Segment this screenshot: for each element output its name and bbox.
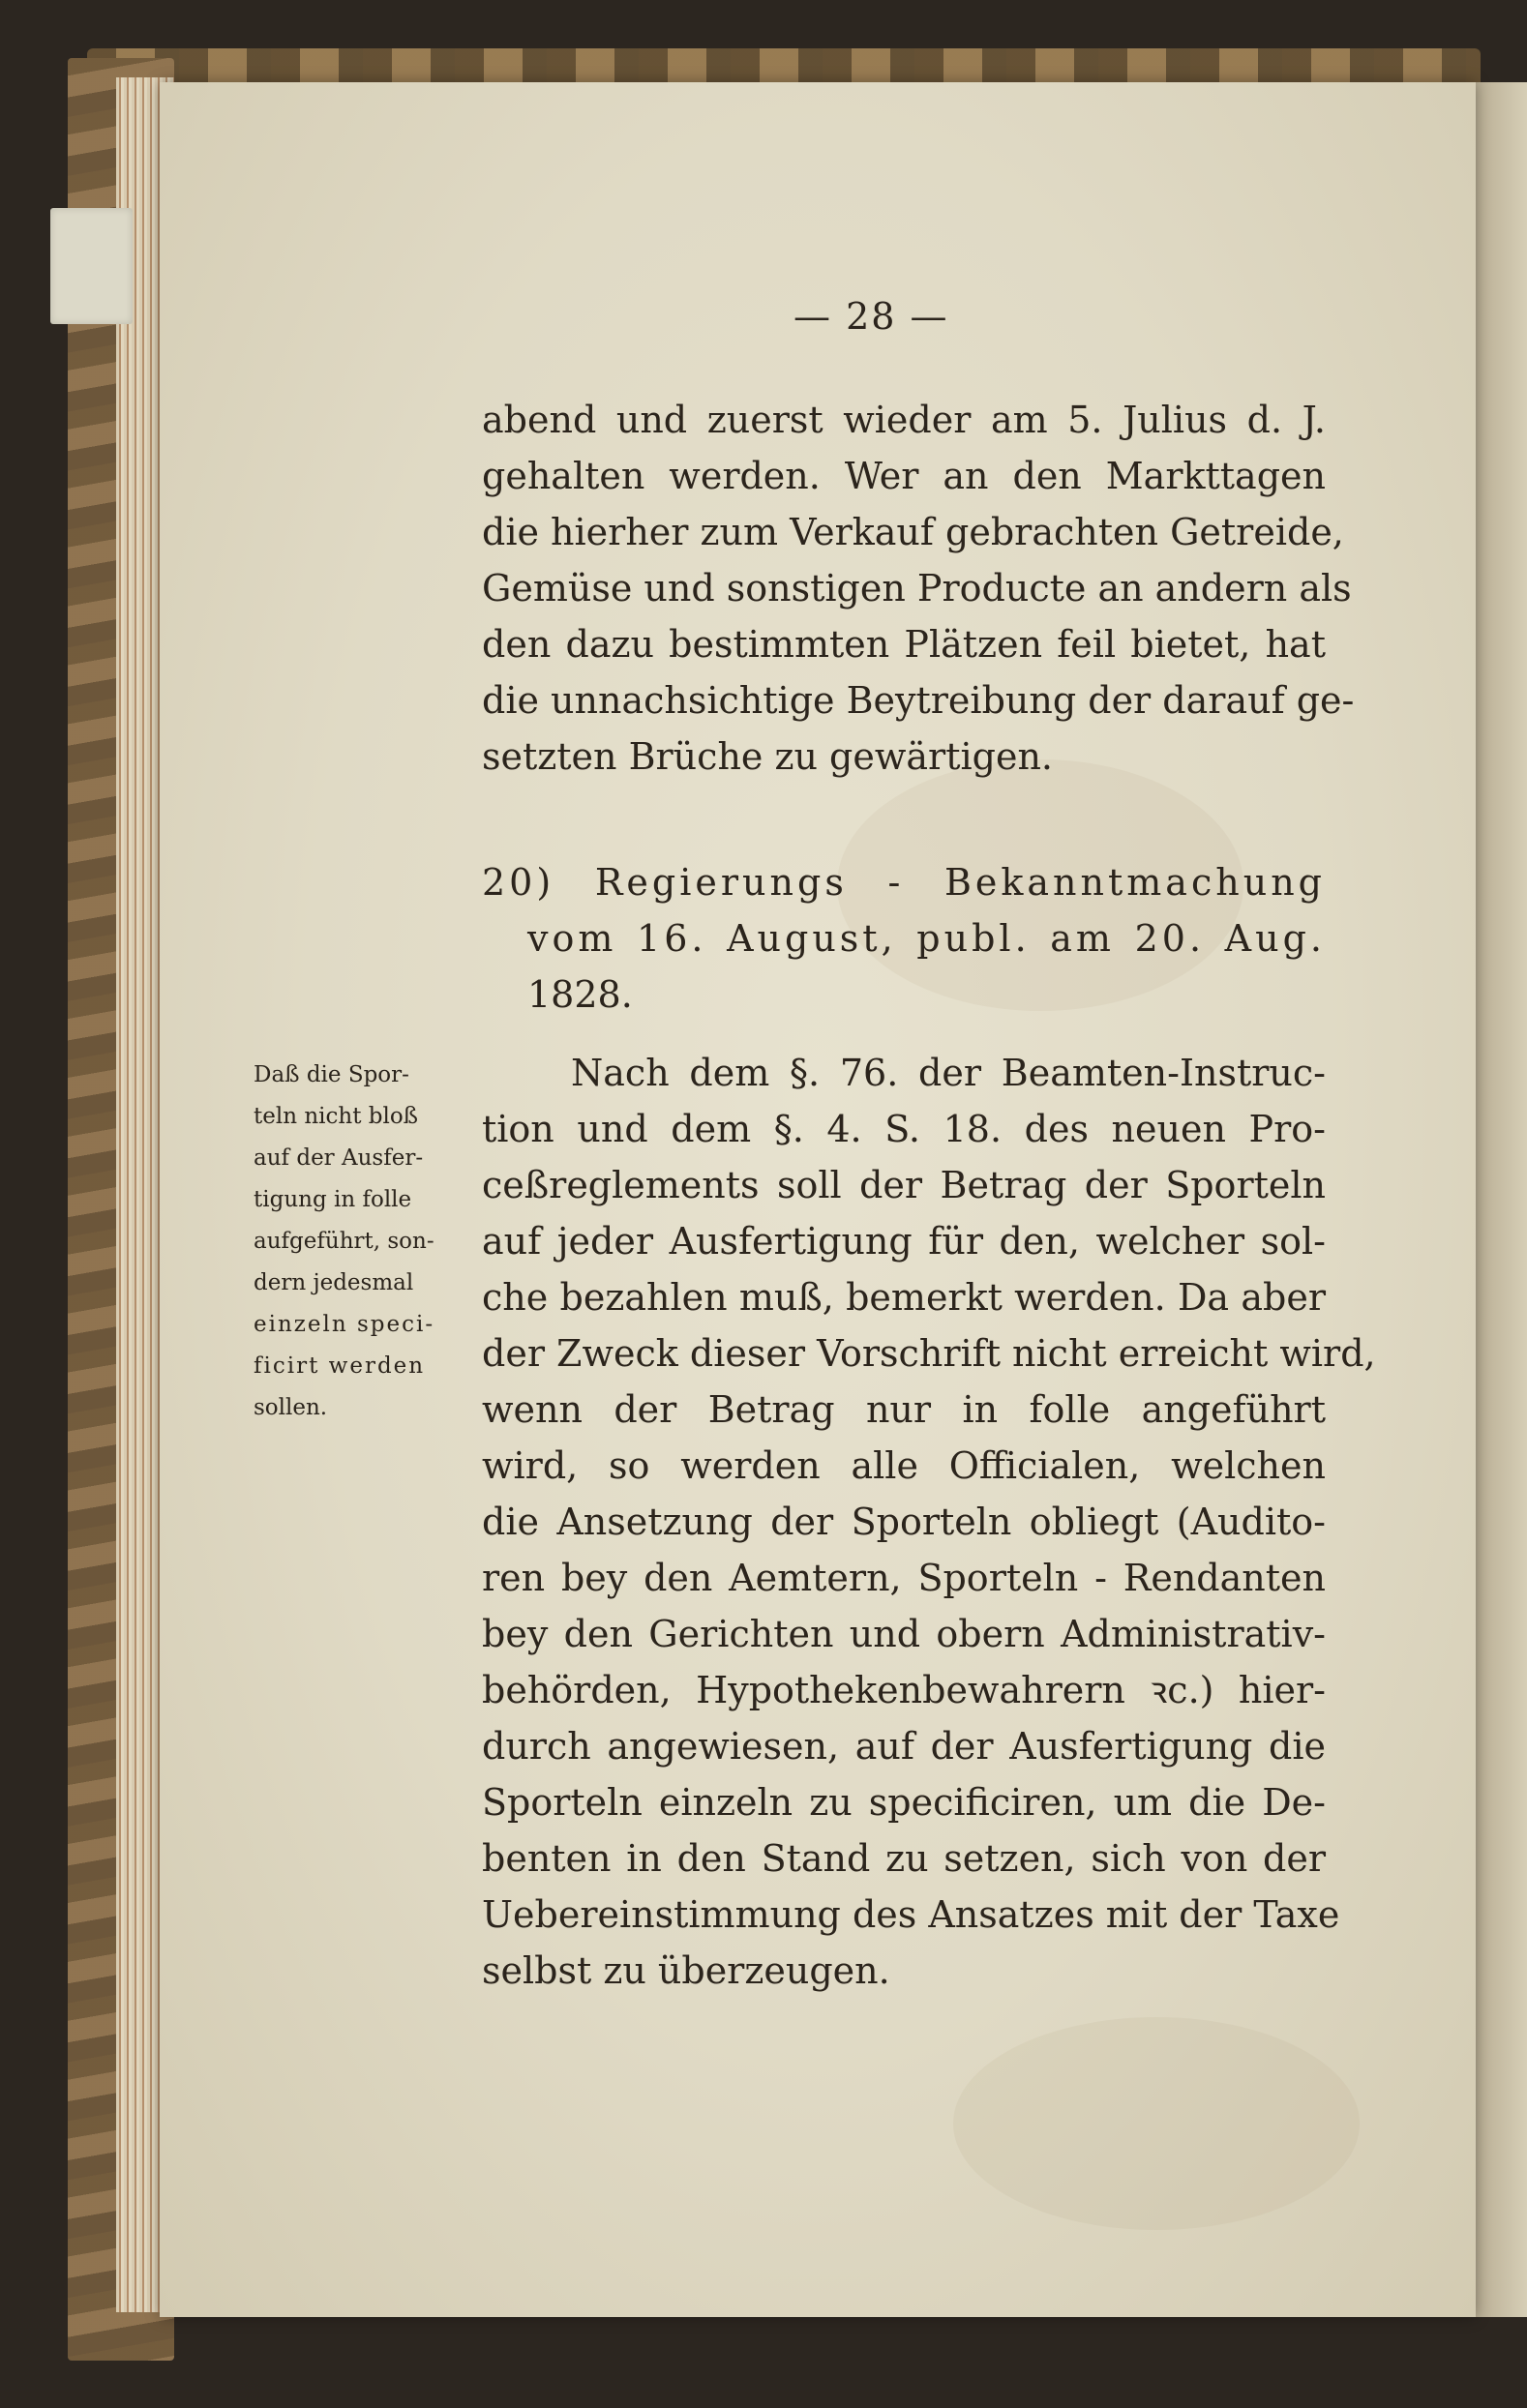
text-line: Nach dem §. 76. der Beamten-Instruc- [571, 1052, 1326, 1094]
margin-note-line: auf der Ausfer- [254, 1145, 424, 1171]
margin-note-line: einzeln speci- [254, 1312, 435, 1337]
text-line: Sporteln einzeln zu specificiren, um die De- [482, 1781, 1326, 1824]
text-line: setzten Brüche zu gewärtigen. [482, 735, 1054, 778]
text-line: auf jeder Ausfertigung für den, welcher sol- [482, 1220, 1326, 1263]
text-line: wird, so werden alle Officialen, welchen [482, 1444, 1326, 1487]
text-line: Uebereinstimmung des Ansatzes mit der Taxe [482, 1893, 1340, 1936]
text-line: tion und dem §. 4. S. 18. des neuen Pro- [482, 1108, 1326, 1150]
text-line: bey den Gerichten und obern Administrativ- [482, 1613, 1326, 1655]
margin-note-line: ficirt werden [254, 1353, 426, 1379]
paper-tab [50, 208, 133, 324]
text-line: die hierher zum Verkauf gebrachten Getreide, [482, 511, 1344, 553]
margin-note-line: sollen. [254, 1395, 328, 1420]
text-line: durch angewiesen, auf der Ausfertigung die [482, 1725, 1326, 1768]
text-line: behörden, Hypothekenbewahrern ꝛc.) hier- [482, 1669, 1326, 1711]
page-number: — 28 — [793, 295, 949, 338]
text-line: benten in den Stand zu setzen, sich von der [482, 1837, 1326, 1880]
margin-note-line: tigung in folle [254, 1187, 412, 1212]
margin-note-line: teln nicht bloß [254, 1104, 419, 1129]
paper-stain [953, 2017, 1360, 2230]
margin-note-line: Daß die Spor- [254, 1062, 409, 1087]
facing-page-edge [1476, 82, 1527, 2317]
text-line: ren bey den Aemtern, Sporteln - Rendanten [482, 1557, 1326, 1599]
text-line: den dazu bestimmten Plätzen feil bietet, hat [482, 623, 1326, 666]
book-cover-top [87, 48, 1481, 87]
text-line: selbst zu überzeugen. [482, 1949, 890, 1992]
margin-note-line: dern jedesmal [254, 1270, 414, 1295]
text-line: der Zweck dieser Vorschrift nicht erreicht wird, [482, 1332, 1376, 1375]
section-heading-line: 20) Regierungs - Bekanntmachung [482, 861, 1326, 904]
text-line: gehalten werden. Wer an den Markttagen [482, 455, 1326, 497]
text-line: Gemüse und sonstigen Producte an andern als [482, 567, 1352, 609]
section-heading-line: vom 16. August, publ. am 20. Aug. [527, 917, 1326, 960]
text-line: abend und zuerst wieder am 5. Julius d. J. [482, 399, 1326, 441]
margin-note-line: aufgeführt, son- [254, 1229, 434, 1254]
text-line: die Ansetzung der Sporteln obliegt (Audito- [482, 1501, 1326, 1543]
text-line: die unnachsichtige Beytreibung der darauf ge- [482, 679, 1355, 722]
text-line: che bezahlen muß, bemerkt werden. Da aber [482, 1276, 1326, 1319]
text-line: ceßreglements soll der Betrag der Sporteln [482, 1164, 1326, 1206]
text-line: wenn der Betrag nur in folle angeführt [482, 1388, 1326, 1431]
section-heading-line: 1828. [527, 973, 633, 1016]
